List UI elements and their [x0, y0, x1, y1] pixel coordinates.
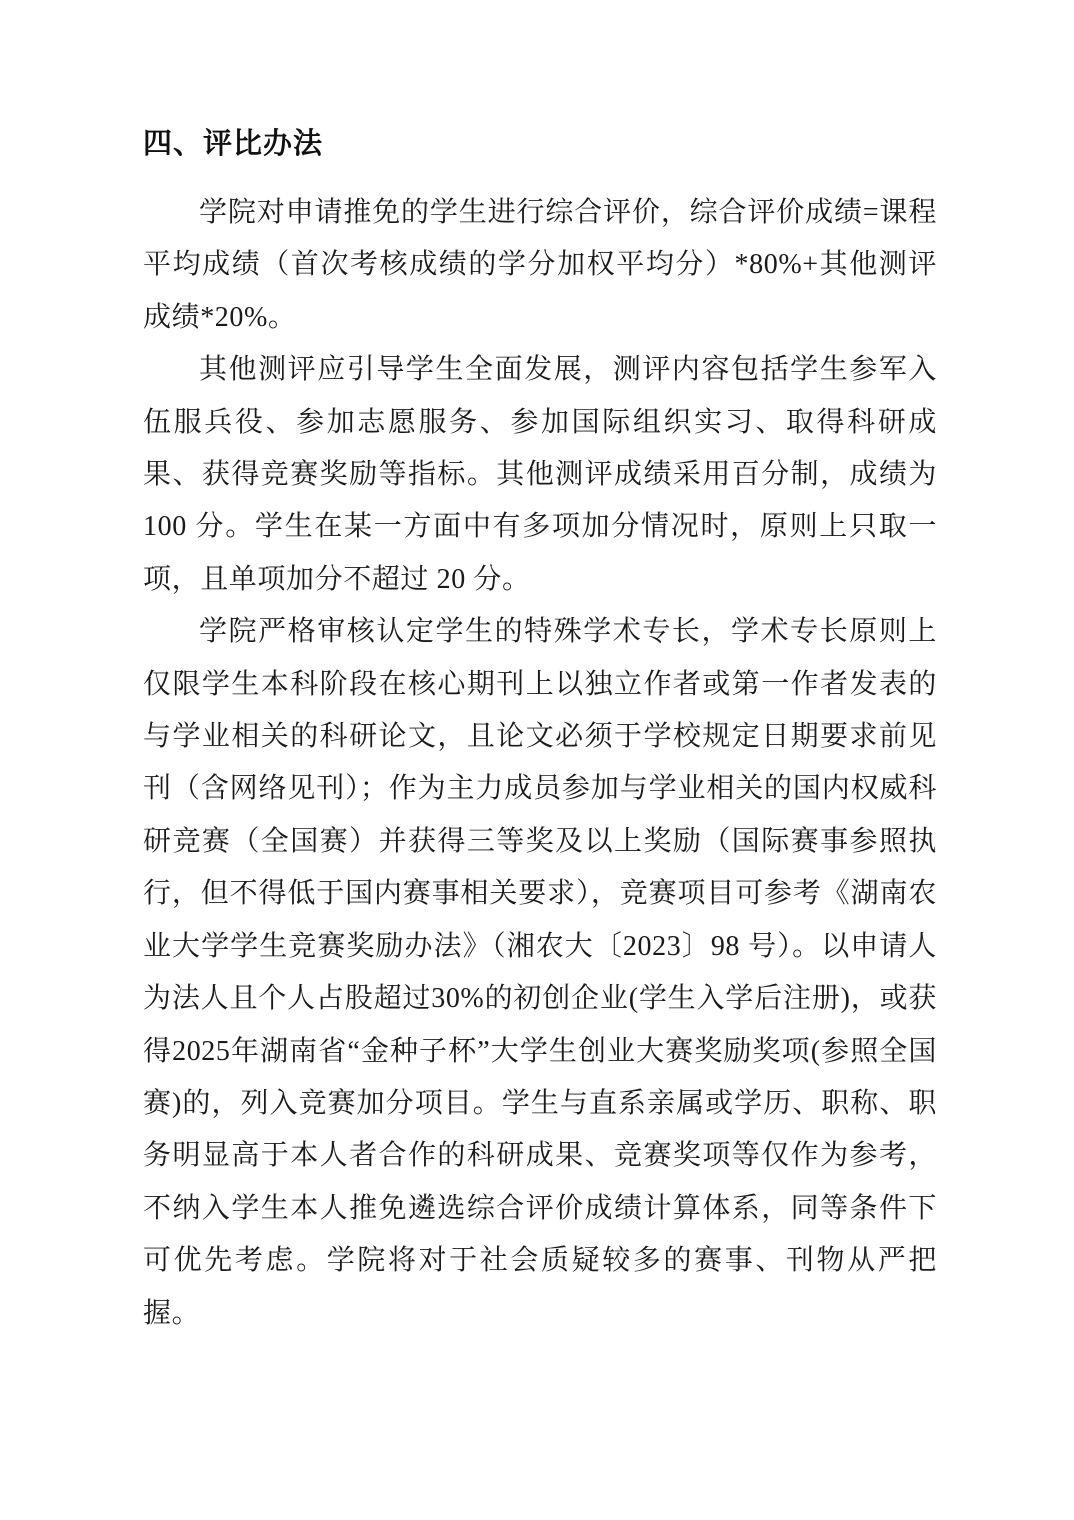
paragraph-academic-specialty-review: 学院严格审核认定学生的特殊学术专长，学术专长原则上仅限学生本科阶段在核心期刊上以独立作者或第一作者发表的与学业相关的科研论文，且论文必须于学校规定日期要求前见刊（含网络见刊）；作为主力成员参加与学业相关的国内权威科研竞赛（全国赛）并获得三等奖及以上奖励（国际赛事参照执行，但不得低于国内赛事相关要求），竞赛项目可参考《湖南农业大学学生竞赛奖励办法》（湘农大〔2023〕98 号）。以申请人为法人且个人占股超过30%的初创企业(学生入学后注册)，或获得2025年湖南省“金种子杯”大学生创业大赛奖励奖项(参照全国赛)的，列入竞赛加分项目。学生与直系亲属或学历、职称、职务明显高于本人者合作的科研成果、竞赛奖项等仅作为参考，不纳入学生本人推免遴选综合评价成绩计算体系，同等条件下可优先考虑。学院将对于社会质疑较多的赛事、刊物从严把握。 — [143, 616, 937, 1329]
document-content — [143, 124, 937, 1340]
paragraph-other-evaluation-content: 其他测评应引导学生全面发展，测评内容包括学生参军入伍服兵役、参加志愿服务、参加国际组织实习、取得科研成果、获得竞赛奖励等指标。其他测评成绩采用百分制，成绩为 100 分。学生在某一方面中有多项加分情况时，原则上只取一项，且单项加分不超过 20 分。 — [143, 354, 937, 595]
paragraph-comprehensive-evaluation-formula: 学院对申请推免的学生进行综合评价，综合评价成绩=课程平均成绩（首次考核成绩的学分加权平均分）*80%+其他测评成绩*20%。 — [143, 197, 937, 333]
section-heading: 四、评比办法 — [143, 128, 324, 160]
